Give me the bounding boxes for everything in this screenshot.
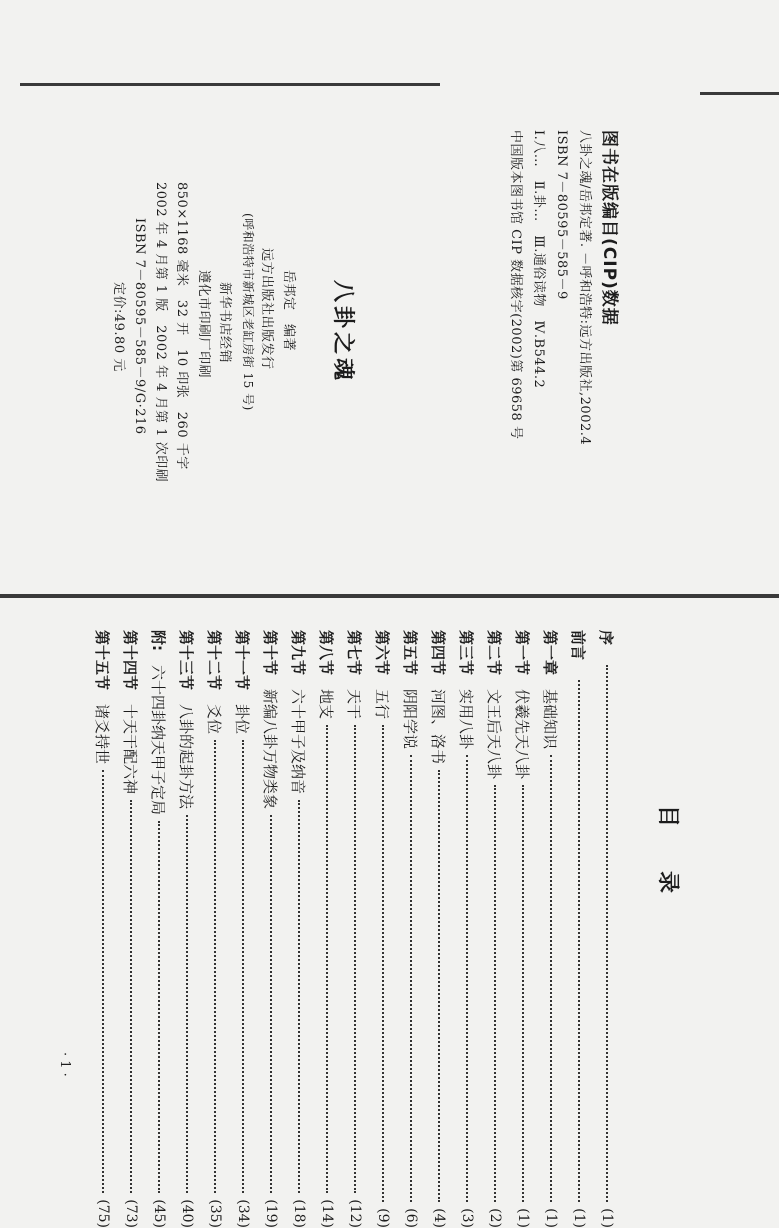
toc-entry-title: 地支 xyxy=(317,689,336,720)
toc-heading: 目 录 xyxy=(655,805,680,894)
toc-entry-page: (14) xyxy=(319,1199,335,1228)
toc-entry-title: 实用八卦 xyxy=(457,689,476,750)
toc-entry-label: 前言 xyxy=(569,630,588,661)
toc-entry-title: 爻位 xyxy=(205,704,224,735)
leader-dots xyxy=(410,755,412,1202)
toc-entry-label: 第八节 xyxy=(317,630,336,676)
toc-entry-title: 基础知识 xyxy=(541,689,560,750)
edition-info: 2002 年 4 月第 1 版 2002 年 4 月第 1 次印刷 xyxy=(153,182,168,483)
toc-entry-title: 诸爻持世 xyxy=(93,704,112,765)
toc-entry-page: (2) xyxy=(487,1208,503,1228)
toc-entry xyxy=(92,630,114,1228)
print-specs: 850×1168 毫米 32 开 10 印张 260 千字 xyxy=(174,182,189,470)
leader-dots xyxy=(550,755,552,1202)
toc-entry xyxy=(204,630,226,1228)
leader-dots xyxy=(214,740,216,1193)
toc-entry-page: (4) xyxy=(431,1208,447,1228)
toc-entry-label: 序 xyxy=(597,630,616,646)
leader-dots xyxy=(522,785,524,1202)
leader-dots xyxy=(438,770,440,1202)
toc-entry-page: (1) xyxy=(543,1208,559,1228)
leader-dots xyxy=(578,680,580,1202)
toc-entry-label: 第十二节 xyxy=(205,630,224,691)
toc-entry-label: 第十节 xyxy=(261,630,280,676)
publisher: 远方出版社出版发行 xyxy=(259,248,274,370)
toc-entry-page: (34) xyxy=(235,1199,251,1228)
toc-entry-title: 天干 xyxy=(345,689,364,720)
toc-entry-label: 第十一节 xyxy=(233,630,252,691)
toc-entry-label: 第五节 xyxy=(401,630,420,676)
toc-entry xyxy=(372,630,394,1228)
toc-entry-label: 第三节 xyxy=(457,630,476,676)
toc-entry-page: (73) xyxy=(123,1199,139,1228)
toc-entry xyxy=(176,630,198,1228)
toc-entry-title: 十天干配六神 xyxy=(121,704,140,795)
toc-entry-page: (35) xyxy=(207,1199,223,1228)
toc-entry-page: (1) xyxy=(515,1208,531,1228)
distributor: 新华书店经销 xyxy=(217,282,232,364)
cip-line-2: ISBN 7－80595－585－9 xyxy=(554,130,569,300)
toc-entry-page: (19) xyxy=(263,1199,279,1228)
toc-entry-title: 六十甲子及纳音 xyxy=(289,689,308,795)
toc-entry-label: 第十五节 xyxy=(93,630,112,691)
toc-entry-label: 附: xyxy=(149,630,168,651)
toc-entry xyxy=(568,630,590,1228)
toc-entry-title: 五行 xyxy=(373,689,392,720)
toc-entry-page: (40) xyxy=(179,1199,195,1228)
leader-dots xyxy=(354,725,356,1193)
printer: 遵化市印刷厂印刷 xyxy=(196,270,211,379)
leader-dots xyxy=(242,740,244,1193)
toc-entry-title: 卦位 xyxy=(233,704,252,735)
publisher-address: (呼和浩特市新城区老缸房街 15 号) xyxy=(241,213,255,411)
toc-entry-title: 文王后天八卦 xyxy=(485,689,504,780)
leader-dots xyxy=(466,755,468,1202)
leader-dots xyxy=(326,725,328,1193)
toc-entry xyxy=(428,630,450,1228)
isbn-code: ISBN 7－80595－585－9/G·216 xyxy=(132,218,147,435)
toc-entry xyxy=(456,630,478,1228)
scan-edge-top xyxy=(20,83,440,86)
leader-dots xyxy=(270,815,272,1193)
toc-entry xyxy=(400,630,422,1228)
leader-dots xyxy=(102,770,104,1193)
toc-entry xyxy=(232,630,254,1228)
toc-entry xyxy=(596,630,618,1228)
cip-title: 图书在版编目(CIP)数据 xyxy=(599,130,619,326)
leader-dots xyxy=(494,785,496,1202)
toc-entry-page: (6) xyxy=(403,1208,419,1228)
cip-line-1: 八卦之魂/岳邦定著. －呼和浩特:远方出版社,2002.4 xyxy=(577,130,592,446)
toc-entry-title: 阴阳学说 xyxy=(401,689,420,750)
toc-entry-page: (18) xyxy=(291,1199,307,1228)
toc-entry-label: 第七节 xyxy=(345,630,364,676)
toc-entry-label: 第十三节 xyxy=(177,630,196,691)
cip-line-3: Ⅰ.八… Ⅱ.卦… Ⅲ.通俗读物 Ⅳ.B544.2 xyxy=(531,130,546,389)
toc-entry-page: (3) xyxy=(459,1208,475,1228)
toc-entry-title: 六十四卦纳天甲子定局 xyxy=(149,665,168,816)
toc-entry-label: 第六节 xyxy=(373,630,392,676)
book-title: 八卦之魂 xyxy=(330,280,355,385)
toc-entry xyxy=(260,630,282,1228)
toc-entry-label: 第一节 xyxy=(513,630,532,676)
toc-entry-label: 第四节 xyxy=(429,630,448,676)
author: 岳邦定 编著 xyxy=(281,270,296,352)
toc-entry-title: 八卦的起卦方法 xyxy=(177,704,196,810)
toc-entry-label: 第十四节 xyxy=(121,630,140,691)
scan-edge-top-right xyxy=(700,92,779,95)
page-number: · 1 · xyxy=(57,1052,72,1077)
toc-entry-page: (45) xyxy=(151,1199,167,1228)
toc-entry xyxy=(148,630,170,1228)
cip-line-4: 中国版本图书馆 CIP 数据核字(2002)第 69658 号 xyxy=(508,130,523,440)
toc-entry xyxy=(288,630,310,1228)
page-fold-divider xyxy=(0,594,779,598)
toc-entry-title: 新编八卦万物类象 xyxy=(261,689,280,810)
leader-dots xyxy=(382,725,384,1202)
toc-entry-label: 第二节 xyxy=(485,630,504,676)
toc-entry-label: 第一章 xyxy=(541,630,560,676)
toc-entry xyxy=(512,630,534,1228)
toc-entry-page: (12) xyxy=(347,1199,363,1228)
toc-entry-page: (1) xyxy=(571,1208,587,1228)
leader-dots xyxy=(130,800,132,1193)
toc-entry-label: 第九节 xyxy=(289,630,308,676)
leader-dots xyxy=(158,821,160,1193)
leader-dots xyxy=(186,815,188,1193)
toc-entry xyxy=(120,630,142,1228)
toc-entry-page: (75) xyxy=(95,1199,111,1228)
toc-entry xyxy=(344,630,366,1228)
price: 定价:49.80 元 xyxy=(111,282,126,372)
toc-entry-title: 伏羲先天八卦 xyxy=(513,689,532,780)
toc-entry-title: 河图、洛书 xyxy=(429,689,448,765)
toc-entry-page: (9) xyxy=(375,1208,391,1228)
toc-entry xyxy=(316,630,338,1228)
toc-entry xyxy=(484,630,506,1228)
toc-entry-page: (1) xyxy=(599,1208,615,1228)
toc-entry xyxy=(540,630,562,1228)
leader-dots xyxy=(298,800,300,1193)
